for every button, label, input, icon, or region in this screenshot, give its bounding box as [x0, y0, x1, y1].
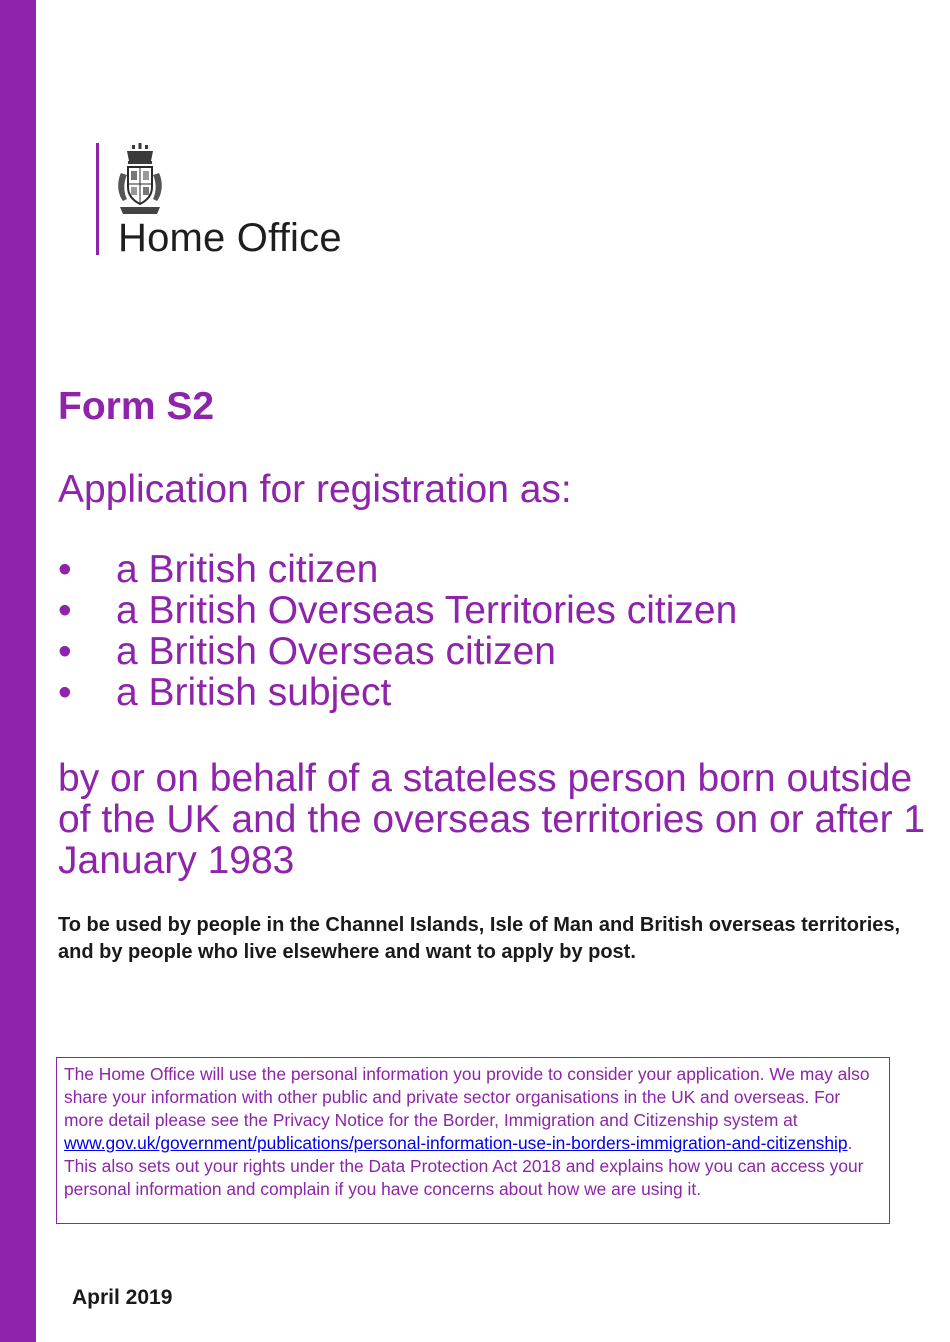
side-accent-bar	[0, 0, 36, 1342]
bullet-icon: •	[58, 548, 72, 591]
royal-crest-icon	[115, 143, 165, 218]
list-item	[58, 672, 737, 713]
list-item	[58, 590, 737, 631]
bullet-icon: •	[58, 671, 72, 714]
bullet-icon: •	[58, 630, 72, 673]
logo-divider	[96, 143, 99, 255]
list-item	[58, 631, 737, 672]
eligibility-condition: by or on behalf of a stateless person born outside of the UK and the overseas territories on or after 1 January 1983	[58, 757, 926, 882]
audience-note: To be used by people in the Channel Islands, Isle of Man and British overseas territories, and by people who live elsewhere and want to apply by post.	[58, 914, 901, 963]
application-heading: Application for registration as:	[58, 468, 572, 511]
bullet-icon: •	[58, 589, 72, 632]
option-label: a British Overseas Territories citizen	[116, 589, 738, 632]
privacy-notice-link[interactable]: www.gov.uk/government/publications/personal-information-use-in-borders-immigration-and-citizenship	[64, 1133, 848, 1153]
department-logotype: Home Office	[118, 216, 342, 260]
option-label: a British Overseas citizen	[116, 630, 556, 673]
form-title: Form S2	[58, 385, 215, 428]
publication-date: April 2019	[72, 1286, 173, 1309]
privacy-text-intro: The Home Office will use the personal information you provide to consider your application. We may also share your information with other public and private sector organisations in the UK and overseas. For more detail please see the Privacy Notice for the Border, Immigration and Citizenship system at	[64, 1064, 870, 1130]
privacy-notice-box	[56, 1057, 890, 1224]
list-item	[58, 549, 737, 590]
privacy-text-rights: . This also sets out your rights under the Data Protection Act 2018 and explains how you can access your personal information and complain if you have concerns about how we are using it.	[64, 1133, 864, 1199]
option-label: a British citizen	[116, 548, 379, 591]
option-label: a British subject	[116, 671, 392, 714]
registration-options-list	[58, 549, 737, 713]
